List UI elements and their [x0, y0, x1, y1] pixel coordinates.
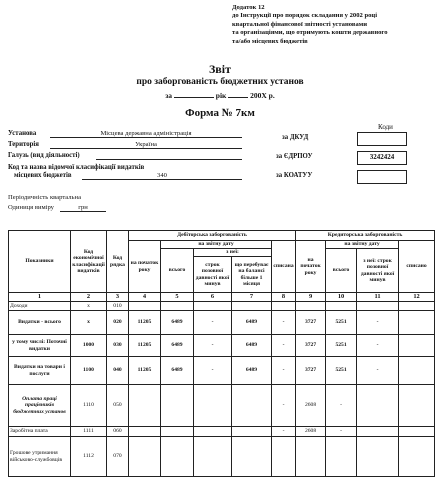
table-cell: 5251 — [326, 335, 357, 357]
header-credit-total: всього — [326, 249, 357, 293]
period-mid: рік — [215, 91, 227, 100]
column-number: 1 — [9, 293, 71, 302]
table-cell — [272, 437, 296, 477]
report-subtitle: про заборгованість бюджетних установ — [136, 77, 304, 87]
table-row — [9, 437, 435, 477]
column-number: 4 — [129, 293, 161, 302]
budget-label: Код та назва відомчої класифікації видатків — [8, 164, 145, 171]
table-cell: 6489 — [232, 335, 272, 357]
period-blank — [174, 97, 214, 98]
table-cell: - — [357, 357, 399, 385]
table-cell — [161, 385, 194, 427]
column-number: 8 — [272, 293, 296, 302]
table-cell — [194, 437, 232, 477]
table-cell — [357, 437, 399, 477]
row-label: Заробітна плата — [9, 427, 71, 437]
institution-label: Установа — [8, 130, 37, 137]
column-number: 9 — [296, 293, 326, 302]
table-cell: - — [357, 335, 399, 357]
table-cell: - — [272, 311, 296, 335]
table-cell: 5251 — [326, 311, 357, 335]
table-cell: 1112 — [71, 437, 107, 477]
table-cell — [272, 302, 296, 311]
period-blank — [228, 97, 248, 98]
table-cell: - — [272, 335, 296, 357]
table-cell: 070 — [107, 437, 129, 477]
table-row — [9, 302, 435, 311]
budget-label-2: місцевих бюджетів — [14, 172, 72, 179]
koatuu-code-box — [357, 170, 407, 184]
table-cell — [232, 385, 272, 427]
table-cell: - — [194, 335, 232, 357]
table-cell: 2608 — [296, 385, 326, 427]
table-cell: 1100 — [71, 357, 107, 385]
header-debit-overdue: строк позовної давності якої минув — [194, 257, 232, 293]
table-row — [9, 357, 435, 385]
header-debit-total: всього — [161, 249, 194, 293]
table-cell: - — [272, 357, 296, 385]
table-cell — [326, 302, 357, 311]
column-number: 6 — [194, 293, 232, 302]
table-cell: - — [326, 427, 357, 437]
table-cell: 6489 — [161, 335, 194, 357]
header-credit-report-date: на звітну дату — [326, 241, 399, 249]
table-cell — [161, 427, 194, 437]
table-cell: 2608 — [296, 427, 326, 437]
table-cell — [194, 385, 232, 427]
column-number: 7 — [232, 293, 272, 302]
column-number: 10 — [326, 293, 357, 302]
table-cell — [326, 437, 357, 477]
row-label: у тому числі: Поточні видатки — [9, 335, 71, 357]
edrpou-label: за ЄДРПОУ — [276, 153, 313, 160]
table-cell: - — [194, 357, 232, 385]
row-label: Грошове утримання військово-службовців — [9, 437, 71, 477]
unit-value: грн — [60, 204, 106, 212]
table-cell: 6489 — [161, 357, 194, 385]
dkud-label: за ДКУД — [282, 134, 309, 141]
table-cell: - — [272, 385, 296, 427]
table-cell: 1110 — [71, 385, 107, 427]
period-prefix: за — [165, 91, 173, 100]
table-cell: 3727 — [296, 311, 326, 335]
header-row-code: Код рядка — [107, 231, 129, 293]
table-cell: 6489 — [232, 311, 272, 335]
table-cell — [232, 302, 272, 311]
annex-line: Додаток 12 — [232, 4, 265, 11]
header-credit-overdue: з неї: строк позовної давності якої минув — [357, 249, 399, 293]
header-indicators: Показники — [9, 231, 71, 293]
table-cell: 6489 — [232, 357, 272, 385]
table-cell: - — [326, 385, 357, 427]
table-cell — [129, 385, 161, 427]
annex-line: квартальної фінансової звітності установами — [232, 20, 368, 28]
header-credit-group: Кредиторська заборгованість — [296, 231, 435, 241]
table-cell: - — [194, 311, 232, 335]
table-cell: 3727 — [296, 357, 326, 385]
table-cell: - — [272, 427, 296, 437]
table-cell — [357, 427, 399, 437]
table-row — [9, 311, 435, 335]
branch-value — [96, 152, 242, 160]
territory-value: Україна — [50, 141, 242, 149]
annex-header — [232, 4, 388, 46]
table-row — [9, 385, 435, 427]
column-number: 12 — [399, 293, 435, 302]
row-label: Видатки - всього — [9, 311, 71, 335]
header-debit-group: Дебіторська заборгованість — [129, 231, 296, 241]
unit-label: Одиниця виміру — [8, 204, 54, 211]
codes-header: Коди — [378, 123, 393, 131]
table-cell: 1000 — [71, 335, 107, 357]
form-number: Форма № 7км — [185, 107, 255, 119]
territory-label: Територія — [8, 141, 39, 148]
table-cell — [161, 302, 194, 311]
table-cell: 050 — [107, 385, 129, 427]
column-number: 11 — [357, 293, 399, 302]
edrpou-code-box: 3242424 — [357, 151, 407, 165]
header-debit-unbalanced: що перебуває на балансі більше 1 місяця — [232, 257, 272, 293]
row-label: Доходи — [9, 302, 71, 311]
table-row — [9, 427, 435, 437]
table-cell — [399, 357, 435, 385]
row-label: Оплата праці працівників бюджетних установ — [9, 385, 71, 427]
row-label: Видатки на товари і послуги — [9, 357, 71, 385]
table-cell — [399, 427, 435, 437]
table-cell: 3727 — [296, 335, 326, 357]
table-cell — [399, 335, 435, 357]
header-debit-report-date: на звітну дату — [161, 241, 272, 249]
debt-table — [8, 230, 435, 477]
column-number: 3 — [107, 293, 129, 302]
table-cell: 11205 — [129, 357, 161, 385]
annex-line: та/або місцевих бюджетів — [232, 37, 308, 45]
column-number: 5 — [161, 293, 194, 302]
table-cell — [232, 437, 272, 477]
table-cell — [161, 437, 194, 477]
table-cell — [194, 302, 232, 311]
table-cell: 11205 — [129, 311, 161, 335]
table-cell — [296, 302, 326, 311]
dkud-code-box — [357, 132, 407, 146]
table-cell: 030 — [107, 335, 129, 357]
table-cell — [399, 385, 435, 427]
table-cell: 060 — [107, 427, 129, 437]
table-cell — [194, 427, 232, 437]
table-cell — [399, 311, 435, 335]
period-suffix: 200Х р. — [250, 91, 275, 100]
column-number: 2 — [71, 293, 107, 302]
table-cell: 5251 — [326, 357, 357, 385]
table-cell — [129, 427, 161, 437]
header-credit-written-off: списано — [399, 241, 435, 293]
budget-value: 340 — [82, 172, 242, 180]
institution-value: Місцева державна адміністрація — [50, 130, 242, 138]
header-debit-start: на початок року — [129, 241, 161, 293]
table-cell: 020 — [107, 311, 129, 335]
table-cell — [129, 302, 161, 311]
table-cell — [232, 427, 272, 437]
report-title: Звіт — [208, 62, 232, 76]
table-cell: - — [357, 311, 399, 335]
header-credit-start: на початок року — [296, 241, 326, 293]
koatuu-label: за КОАТУУ — [276, 172, 313, 179]
report-period — [0, 91, 440, 100]
table-cell — [357, 385, 399, 427]
table-cell — [296, 437, 326, 477]
table-cell — [129, 437, 161, 477]
table-cell: 1111 — [71, 427, 107, 437]
table-row — [9, 335, 435, 357]
table-body — [9, 302, 435, 477]
table-cell: х — [71, 302, 107, 311]
periodicity: Періодичність квартальна — [8, 194, 82, 201]
header-econ-code: Код економічної класифікації видатків — [71, 231, 107, 293]
annex-line: до Інструкції про порядок складання у 2002 році — [232, 12, 378, 20]
table-cell: 11205 — [129, 335, 161, 357]
table-cell: 040 — [107, 357, 129, 385]
table-cell — [357, 302, 399, 311]
table-cell — [399, 437, 435, 477]
table-cell: 010 — [107, 302, 129, 311]
annex-line: та організаціями, що отримують кошти державного — [232, 29, 388, 37]
header-debit-written-off: списана — [272, 241, 296, 293]
header-debit-of-which: з неї: — [194, 249, 272, 257]
table-cell: 6489 — [161, 311, 194, 335]
table-cell — [399, 302, 435, 311]
table-cell: х — [71, 311, 107, 335]
branch-label: Галузь (вид діяльності) — [8, 152, 80, 159]
